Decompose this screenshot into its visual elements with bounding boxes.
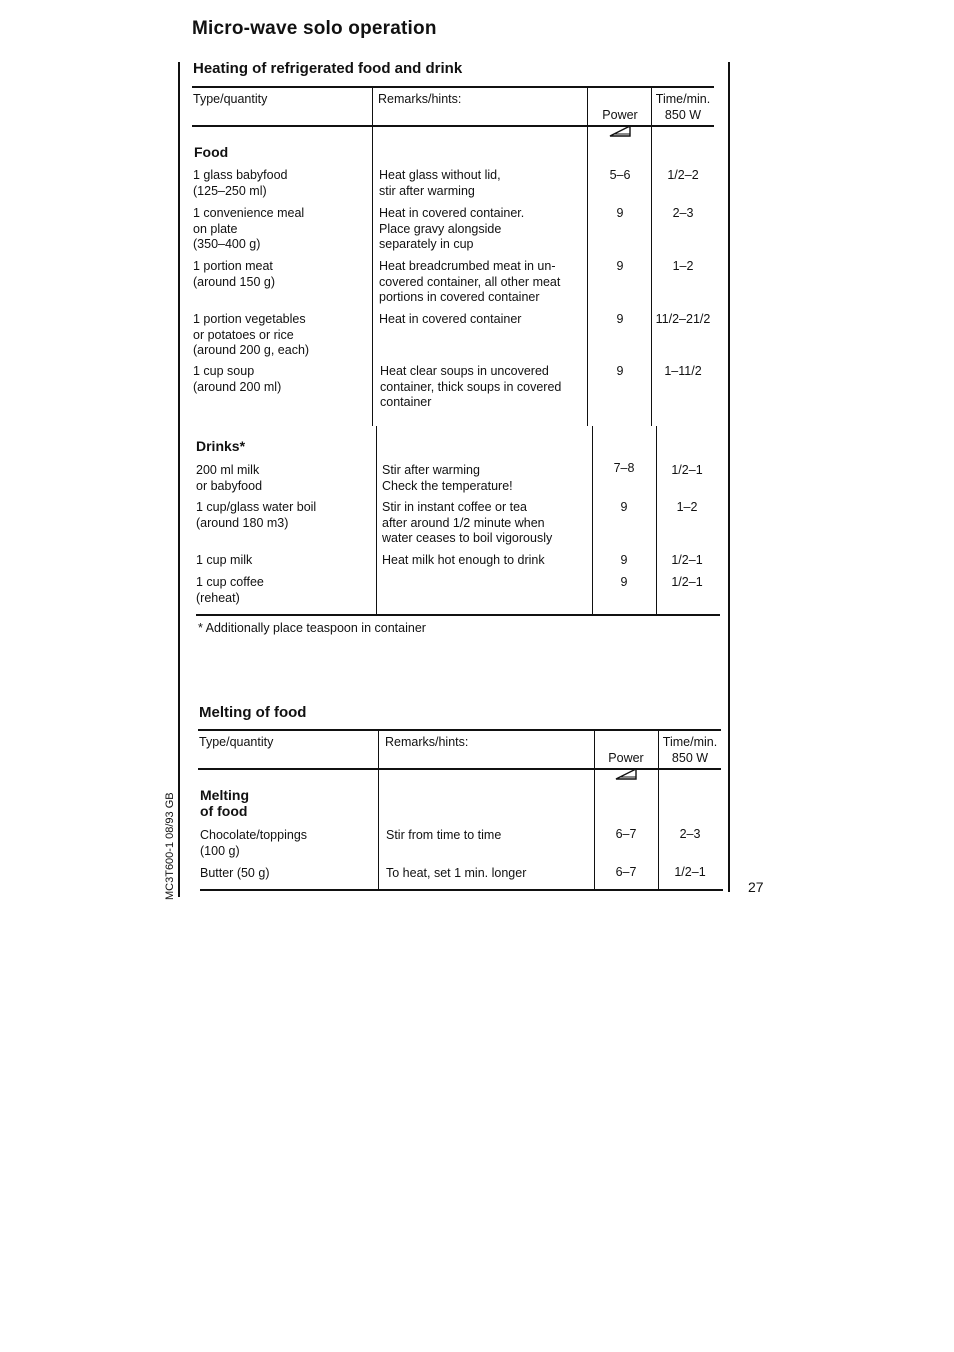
table-row-power: 7–8	[613, 461, 635, 475]
table1-header-power	[590, 92, 650, 153]
table2-header-power	[596, 735, 656, 796]
table-row-type: 1 cup/glass water boil (around 180 m3)	[196, 500, 317, 530]
table-row-remarks: Heat in covered container. Place gravy alongside separately in cup	[379, 206, 525, 251]
section1-heading: Heating of refrigerated food and drink	[193, 60, 463, 77]
table-row-time: 11/2–21/2	[655, 312, 711, 326]
table1-col-divider-2b	[592, 426, 593, 615]
table-row-remarks: To heat, set 1 min. longer	[386, 866, 527, 880]
table-row-time: 1/2–1	[671, 553, 703, 567]
table-row-type: 1 convenience meal on plate (350–400 g)	[193, 206, 305, 251]
table2-col-divider-1	[378, 729, 379, 890]
table-row-power: 9	[620, 575, 628, 589]
table-row-power: 9	[620, 500, 628, 514]
table-row-type: 1 cup soup (around 200 ml)	[193, 364, 282, 394]
table1-col-divider-1a	[372, 86, 373, 426]
table-row-type: 1 glass babyfood (125–250 ml)	[193, 168, 288, 198]
melting-group-label: Melting of food	[200, 787, 249, 819]
table-row-time: 1/2–1	[674, 865, 706, 879]
table-row-type: Butter (50 g)	[200, 866, 270, 880]
page-number: 27	[748, 879, 764, 895]
power-level-icon	[608, 125, 632, 137]
page-title: Micro-wave solo operation	[192, 18, 437, 39]
table1-header-remarks: Remarks/hints:	[378, 92, 462, 106]
table-row-type: 200 ml milk or babyfood	[196, 463, 263, 493]
right-margin-rule	[728, 62, 730, 892]
table-row-time: 1–2	[672, 259, 694, 273]
table2-header-time: Time/min. 850 W	[662, 735, 718, 765]
drinks-group-label: Drinks*	[196, 438, 246, 454]
table-row-power: 9	[616, 312, 624, 326]
table2-top-rule	[198, 729, 721, 731]
table2-header-remarks: Remarks/hints:	[385, 735, 469, 749]
table-row-power: 9	[616, 206, 624, 220]
table-row-type: Chocolate/toppings (100 g)	[200, 828, 308, 858]
table2-col-divider-2	[594, 729, 595, 890]
table-row-time: 1/2–1	[671, 463, 703, 477]
table-row-remarks: Stir in instant coffee or tea after around 1/2 minute when water ceases to boil vigorously	[382, 500, 553, 545]
table-row-power: 9	[616, 364, 624, 378]
table-row-remarks: Heat in covered container	[379, 312, 522, 326]
table1-header-power-label: Power	[602, 107, 638, 122]
table-row-power: 9	[616, 259, 624, 273]
table-row-time: 1/2–2	[667, 168, 699, 182]
table2-header-type: Type/quantity	[199, 735, 274, 749]
table2-header-power-label: Power	[608, 750, 644, 765]
footnote: * Additionally place teaspoon in container	[198, 621, 426, 635]
table-row-remarks: Heat breadcrumbed meat in un- covered container, all other meat portions in covered container	[379, 259, 561, 304]
left-margin-rule	[178, 62, 180, 897]
table-row-type: 1 portion vegetables or potatoes or rice (around 200 g, each)	[193, 312, 310, 357]
table1-col-divider-2a	[587, 86, 588, 426]
table-row-type: 1 cup milk	[196, 553, 253, 567]
table2-bottom-rule	[200, 889, 723, 891]
table-row-power: 6–7	[615, 827, 637, 841]
table-row-time: 1–2	[676, 500, 698, 514]
table-row-time: 1–11/2	[664, 364, 702, 378]
table-row-remarks: Heat clear soups in uncovered container, thick soups in covered container	[380, 364, 562, 409]
document-code	[160, 790, 180, 900]
section2-heading: Melting of food	[199, 704, 307, 721]
table1-bottom-rule	[196, 614, 720, 616]
table-row-remarks: Stir from time to time	[386, 828, 502, 842]
table-row-remarks: Heat milk hot enough to drink	[382, 553, 545, 567]
table-row-type: 1 cup coffee (reheat)	[196, 575, 264, 605]
table1-col-divider-1b	[376, 426, 377, 615]
table1-header-time: Time/min. 850 W	[655, 92, 711, 122]
power-level-icon	[614, 768, 638, 780]
table1-top-rule	[192, 86, 714, 88]
table-row-power: 9	[620, 553, 628, 567]
document-code-text: MC3T600-1 08/93 GB	[164, 792, 176, 900]
table-row-time: 1/2–1	[671, 575, 703, 589]
table-row-type: 1 portion meat (around 150 g)	[193, 259, 276, 289]
food-group-label: Food	[194, 144, 229, 160]
table1-header-type: Type/quantity	[193, 92, 268, 106]
table-row-remarks: Stir after warming Check the temperature!	[382, 463, 513, 493]
table-row-power: 6–7	[615, 865, 637, 879]
table-row-time: 2–3	[679, 827, 701, 841]
table-row-time: 2–3	[672, 206, 694, 220]
table-row-power: 5–6	[609, 168, 631, 182]
table-row-remarks: Heat glass without lid, stir after warming	[379, 168, 501, 198]
